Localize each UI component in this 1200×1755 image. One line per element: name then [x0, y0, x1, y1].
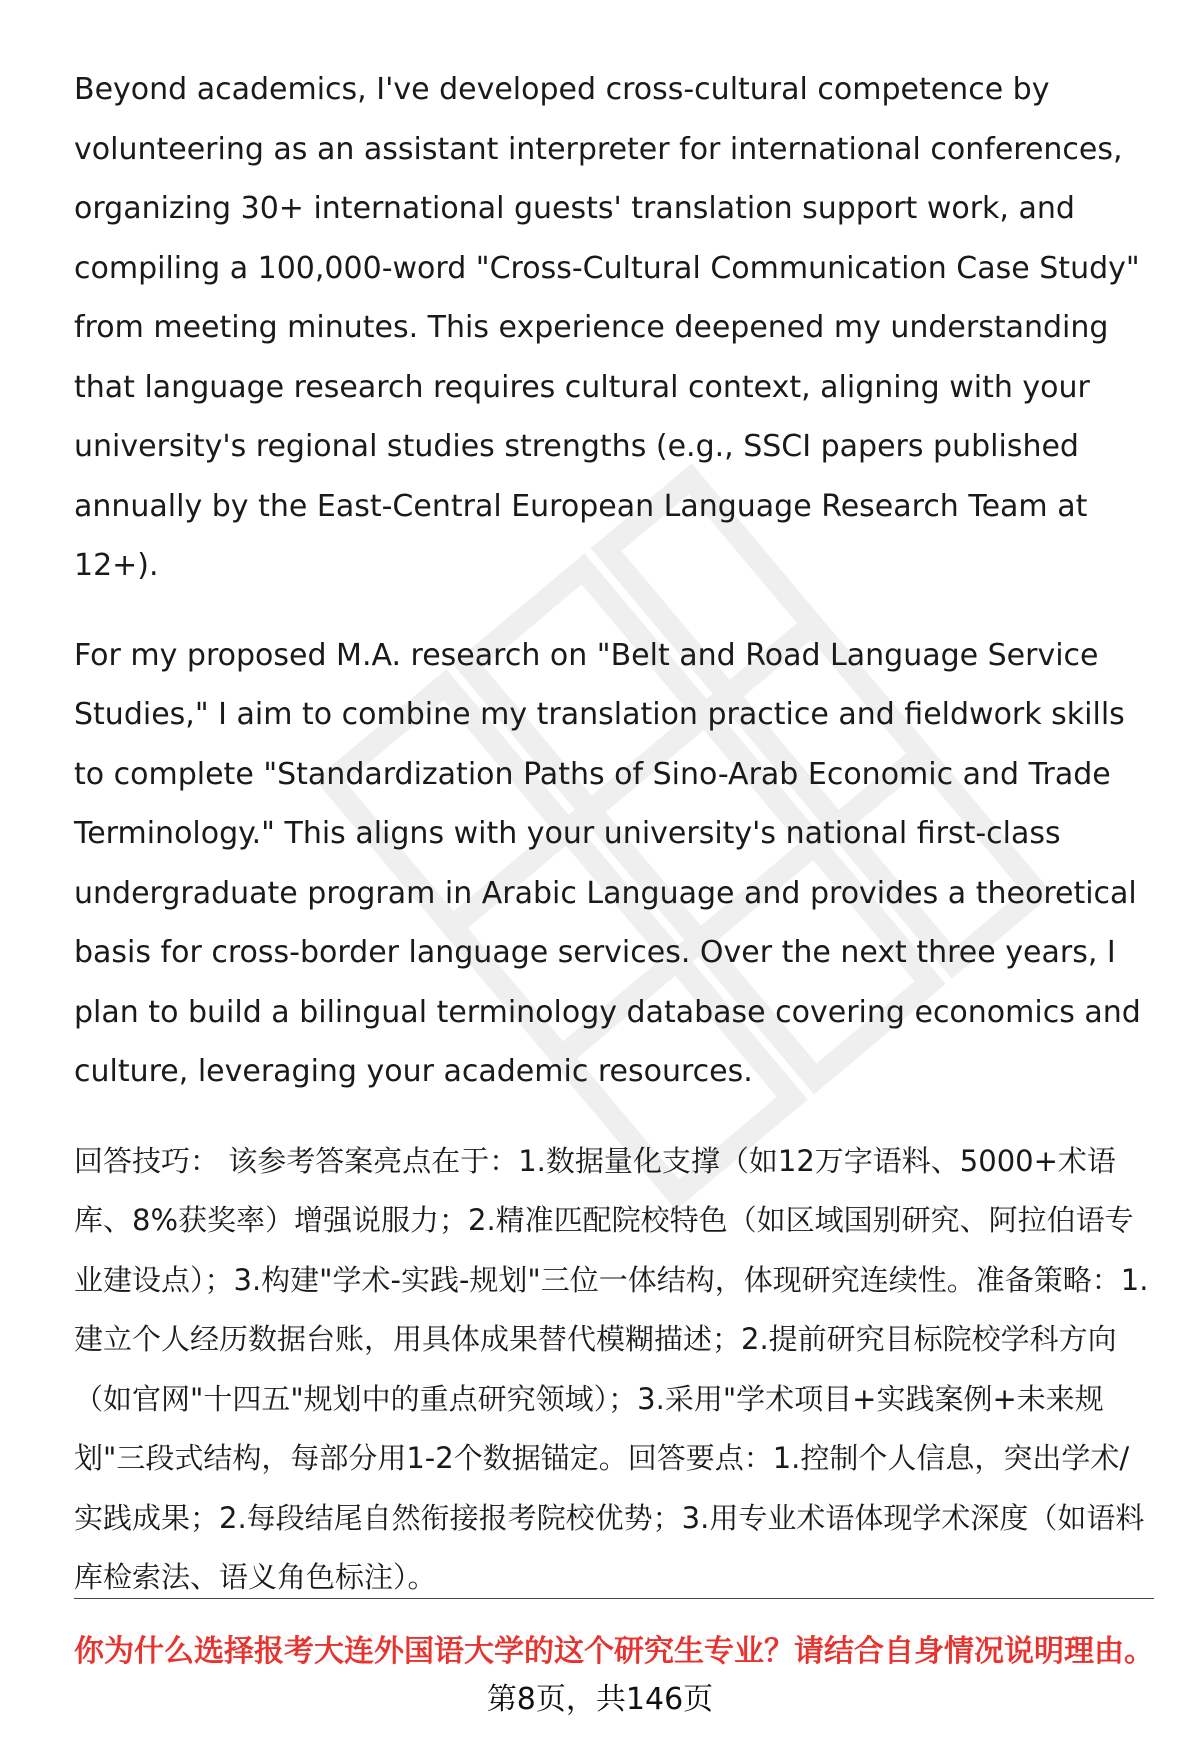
next-question-heading: 你为什么选择报考大连外国语大学的这个研究生专业？请结合自身情况说明理由。	[74, 1634, 1154, 1669]
page-number: 第8页，共146页	[486, 1682, 714, 1717]
footer-divider	[74, 1598, 1154, 1599]
paragraph-cross-cultural: Beyond academics, I've developed cross-cultural competence by volunteering as an assistant interpreter for international conferences, organizing 30+ international guests' translation support work, and compiling a 100,000-word "Cross-Cultural Communication Case Study" from meeting minutes. This experience deepened my understanding that language research requires cultural context, aligning with your university's regional studies strengths (e.g., SSCI papers published annually by the East-Central European Language Research Team at 12+).	[74, 72, 1140, 583]
page-body	[74, 60, 1154, 1608]
paragraph-research-plan: For my proposed M.A. research on "Belt and Road Language Service Studies," I aim to combine my translation practice and fieldwork skills to complete "Standardization Paths of Sino-Arab Economic and Trade Terminology." This aligns with your university's national first-class undergraduate program in Arabic Language and provides a theoretical basis for cross-border language services. Over the next three years, I plan to build a bilingual terminology database covering economics and culture, leveraging your academic resources.	[74, 637, 1141, 1089]
answer-tips-paragraph: 回答技巧： 该参考答案亮点在于：1.数据量化支撑（如12万字语料、5000+术语库、8%获奖率）增强说服力；2.精准匹配院校特色（如区域国别研究、阿拉伯语专业建设点）；3.构建"学术-实践-规划"三位一体结构，体现研究连续性。准备策略：1.建立个人经历数据台账，用具体成果替代模糊描述；2.提前研究目标院校学科方向（如官网"十四五"规划中的重点研究领域）；3.采用"学术项目+实践案例+未来规划"三段式结构，每部分用1-2个数据锚定。回答要点：1.控制个人信息，突出学术/实践成果；2.每段结尾自然衔接报考院校优势；3.用专业术语体现学术深度（如语料库检索法、语义角色标注）。	[74, 1143, 1149, 1594]
